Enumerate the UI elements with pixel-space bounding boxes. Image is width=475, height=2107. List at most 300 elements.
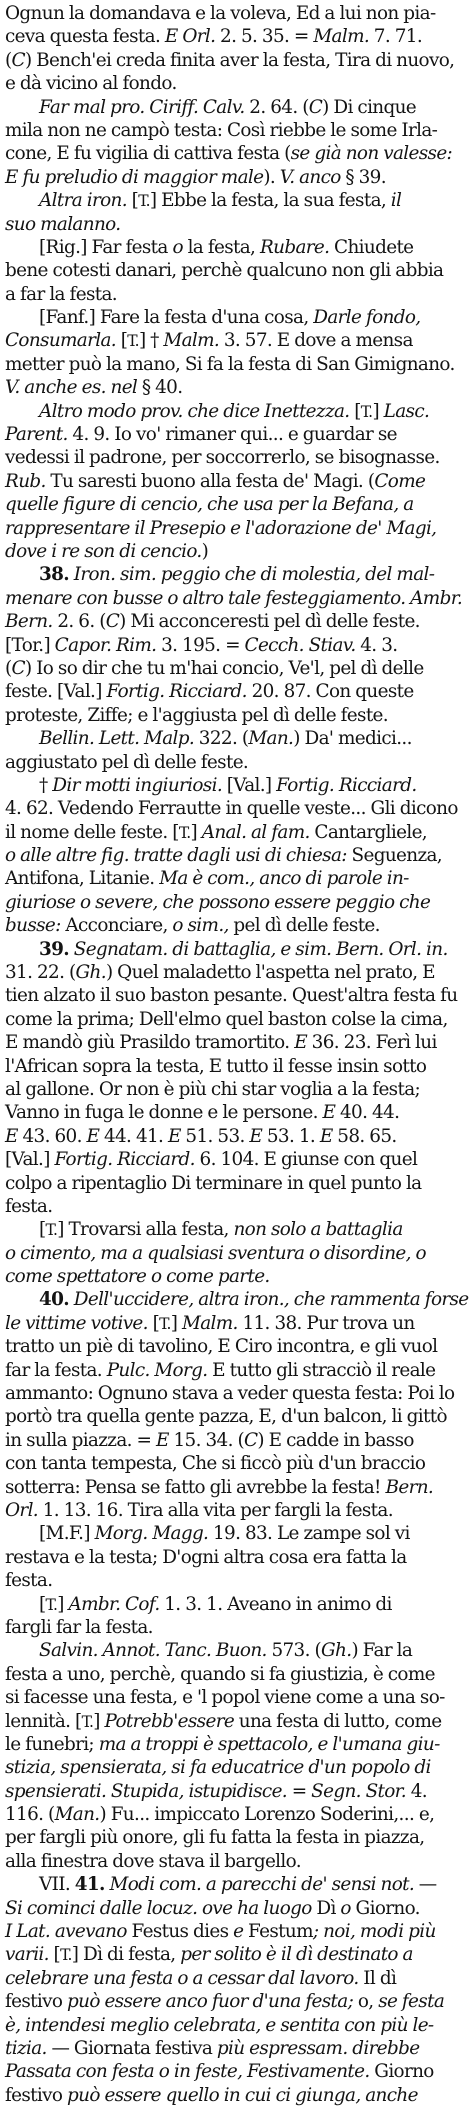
text-line <box>5 1195 470 1218</box>
text-line <box>5 2014 470 2037</box>
text-span: Parent. <box>5 424 68 446</box>
text-line <box>5 259 470 282</box>
text-line <box>5 1031 470 1054</box>
text-line <box>5 1826 470 1849</box>
text-span: feste. [Val.] <box>5 681 107 703</box>
text-span: ) Quel maladetto l'aspetta nel prato, E <box>105 962 435 984</box>
text-line <box>5 1288 470 1311</box>
text-line <box>5 517 470 540</box>
text-line <box>5 1639 470 1662</box>
text-span: V. anche es. nel <box>5 377 138 399</box>
text-span: il nome delle feste. [ <box>5 821 179 843</box>
text-line <box>5 1078 470 1101</box>
text-line <box>5 353 470 376</box>
text-line <box>5 680 470 703</box>
text-span: suo malanno. <box>5 213 121 235</box>
text-span: ) Di cinque <box>322 96 417 118</box>
text-span: 573. ( <box>266 1640 322 1662</box>
text-line <box>5 1429 470 1452</box>
text-span: Malm. <box>313 26 370 48</box>
text-span: celebrare una festa o a cessar dal lavoro. <box>5 1967 359 1989</box>
text-span: può essere anco fuor d'una festa; <box>67 1991 354 2013</box>
text-span: stizia, spensierata, si fa educatrice d'un popolo di <box>5 1757 431 1779</box>
text-line <box>5 727 470 750</box>
text-span: 2. 6. ( <box>52 611 106 633</box>
text-line <box>5 1476 470 1499</box>
text-span: ] <box>93 1710 105 1732</box>
text-span: ] Ebbe la festa, la sua festa, <box>149 190 391 212</box>
text-line <box>5 189 470 212</box>
text-span: 44. 41. <box>99 1125 168 1147</box>
text-span: alla finestra dove stava il bargello. <box>5 1850 301 1872</box>
text-span: metter può la mano, Si fa la festa di San Gimignano. <box>5 353 455 375</box>
text-line <box>5 914 470 937</box>
text-span: o, <box>353 1991 379 2013</box>
text-span: [Fanf.] Fare la festa d'una cosa, <box>39 307 314 329</box>
text-span: bene cotesti danari, perchè qualcuno non gli abbia <box>5 260 444 282</box>
text-span: Pulc. Morg. <box>106 1359 208 1381</box>
text-line <box>5 1335 470 1358</box>
text-span: cone, E fu vigilia di cattiva festa ( <box>5 143 291 165</box>
text-span: per solito è il dì destinato a <box>180 1944 413 1966</box>
text-line <box>5 1522 470 1545</box>
text-span: ) E cadde in basso <box>257 1429 414 1451</box>
text-span: Man. <box>248 728 294 750</box>
text-span: mila non ne campò testa: Così riebbe le some Irla- <box>5 119 438 141</box>
text-line <box>5 1663 470 1686</box>
text-span: aggiustato pel dì delle feste. <box>5 751 249 773</box>
text-span: Passata con festa o in feste, Festivamente. <box>5 2061 370 2083</box>
text-span: far la festa. <box>5 1359 107 1381</box>
text-span: festa a uno, perchè, quando si fa giustizia, è come <box>5 1663 435 1685</box>
text-span: T. <box>360 402 373 421</box>
text-span: 6. 104. E giunse con quel <box>194 1149 418 1171</box>
text-line <box>5 704 470 727</box>
text-span: pel dì delle feste. <box>228 915 380 937</box>
text-span: E <box>167 1125 181 1147</box>
text-line <box>5 96 470 119</box>
text-span: varii. <box>5 1944 49 1966</box>
text-span: C <box>308 96 323 118</box>
text-span: festivo <box>5 2084 68 2106</box>
text-line <box>5 1780 470 1803</box>
text-line <box>5 1616 470 1639</box>
text-span: festivo <box>5 1991 68 2013</box>
text-span: ) <box>201 540 209 562</box>
text-line <box>5 236 470 259</box>
text-span: ) Far la <box>351 1640 413 1662</box>
text-line <box>5 1803 470 1826</box>
text-line <box>5 540 470 563</box>
text-span: si facesse una festa, e 'l popol viene come a una so- <box>5 1687 445 1709</box>
text-span: ma a troppi è spettacolo, e l'umana giu- <box>98 1733 440 1755</box>
text-line <box>5 2037 470 2060</box>
text-span: 4. 3. <box>355 634 398 656</box>
text-span: T. <box>45 1221 58 1240</box>
text-span: Dell'uccidere, altra iron., che rammenta forse <box>73 1289 469 1311</box>
text-line <box>5 1850 470 1873</box>
text-span: [M.F.] <box>39 1523 95 1545</box>
text-span: E Orl. <box>164 26 216 48</box>
text-span: giuriose o severe, che possono essere peggio che <box>5 891 431 913</box>
text-span: Tu saresti buono alla festa de' Magi. ( <box>45 470 375 492</box>
text-line <box>5 1125 470 1148</box>
text-span: come la prima; Dell'elmo quel baston colse la cima, <box>5 1008 448 1030</box>
text-span: 4. 9. Io vo' rimaner qui... e guardar se <box>67 424 397 446</box>
text-span: ) Io so dir che tu m'hai concio, Ve'l, pel dì delle <box>24 657 424 679</box>
text-span: E mandò giù Prasildo tramortito. <box>5 1032 295 1054</box>
text-span: Bern. <box>385 1476 434 1498</box>
text-span: Dì <box>311 1897 341 1919</box>
text-span: 43. 60. <box>17 1125 87 1147</box>
text-span: E fu preludio di maggior male <box>5 166 264 188</box>
text-span: ] <box>372 400 384 422</box>
text-span: 36. 23. Ferì lui <box>306 1032 437 1054</box>
text-span: ] <box>57 1593 69 1615</box>
text-span: E <box>294 1032 307 1054</box>
text-span: [ <box>116 330 128 352</box>
text-span: restava e la testa; D'ogni altra cosa era fatta la <box>5 1546 407 1568</box>
text-line <box>5 1897 470 1920</box>
text-span: Si cominci dalle locuz. ove ha luogo <box>5 1897 312 1919</box>
text-line <box>5 1382 470 1405</box>
text-span: Malm. <box>182 1312 238 1334</box>
text-span: 40. 44. <box>335 1102 400 1124</box>
text-line <box>5 563 470 586</box>
text-span: C <box>105 611 120 633</box>
text-span: fargli far la festa. <box>5 1616 153 1638</box>
text-line <box>5 797 470 820</box>
text-span: Anal. al fam. <box>201 821 310 843</box>
text-span: § 40. <box>137 377 183 399</box>
text-span: quelle figure di cencio, che usa per la Befana, a <box>5 494 414 516</box>
text-span: a far la festa. <box>5 283 117 305</box>
text-span: Rubare. <box>259 236 330 258</box>
text-span: o sim., <box>172 915 229 937</box>
text-span: se festa <box>378 1991 445 2013</box>
text-span: ) Bench'ei creda finita aver la festa, Tira di nuovo, <box>24 49 455 71</box>
text-span: o <box>172 236 183 258</box>
text-span: Gh. <box>321 1640 352 1662</box>
text-span: Festum <box>243 1921 313 1943</box>
text-span: o cimento, ma a qualsiasi sventura o disordine, o <box>5 1242 426 1264</box>
text-line <box>5 2 470 25</box>
text-line <box>5 376 470 399</box>
text-span: ( <box>5 49 12 71</box>
text-line <box>5 283 470 306</box>
text-span: e dà vicino al fondo. <box>5 73 177 95</box>
text-line <box>5 587 470 610</box>
text-span: 20. 87. Con queste <box>246 681 414 703</box>
text-span: Come <box>374 470 426 492</box>
text-span: Acconciare, <box>60 915 173 937</box>
text-span: tien alzato il suo baston pesante. Quest'altra festa fu <box>5 985 458 1007</box>
text-line <box>5 610 470 633</box>
text-span: Vanno in fuga le donne e le persone. <box>5 1102 323 1124</box>
text-span: — <box>414 1874 437 1896</box>
text-line <box>5 1312 470 1335</box>
text-span: Orl. <box>5 1500 38 1521</box>
text-line <box>5 1218 470 1241</box>
text-span: E <box>249 1125 263 1147</box>
text-line <box>5 774 470 797</box>
text-span: T. <box>159 1314 171 1333</box>
text-span: busse: <box>5 915 61 937</box>
text-span: Chiudete <box>329 236 414 258</box>
text-line <box>5 1499 470 1522</box>
text-span: 116. ( <box>5 1804 55 1826</box>
text-span: [Tor.] <box>5 634 55 656</box>
text-span: Morg. Magg. <box>94 1523 209 1545</box>
text-line <box>5 1008 470 1031</box>
text-span: Malm. <box>163 330 220 352</box>
text-line <box>5 657 470 680</box>
text-span: ; noi, modi più <box>312 1921 436 1943</box>
text-span: ] Dì di festa, <box>71 1944 181 1966</box>
text-span: 38. <box>39 564 70 586</box>
text-span: 1. 13. 16. Tira alla vita per fargli la festa. <box>38 1500 393 1521</box>
text-span: E <box>86 1125 100 1147</box>
text-line <box>5 1593 470 1616</box>
text-span: Consumarla. <box>5 330 117 352</box>
text-line <box>5 1546 470 1569</box>
text-line <box>5 891 470 914</box>
text-line <box>5 2060 470 2083</box>
text-line <box>5 306 470 329</box>
text-span: se già non valesse: <box>290 143 453 165</box>
text-span: le vittime votive. <box>5 1312 148 1334</box>
text-span: festa. <box>5 1195 53 1217</box>
text-line <box>5 423 470 446</box>
text-span: T. <box>127 332 139 351</box>
text-line <box>5 984 470 1007</box>
text-span: E tutto gli stracciò il reale <box>207 1359 436 1381</box>
text-span: il <box>390 190 402 212</box>
text-span: E <box>322 1102 336 1124</box>
text-span: Rub. <box>5 470 46 492</box>
text-span: T. <box>178 823 191 842</box>
text-span: Bern. <box>5 611 53 633</box>
text-span: Salvin. Annot. Tanc. Buon. <box>39 1640 267 1662</box>
text-span: [ <box>39 1593 46 1615</box>
text-span: Modi com. a parecchi de' sensi not. <box>109 1874 415 1896</box>
text-span: con tanta tempesta, Che si ficcò più d'un braccio <box>5 1453 426 1475</box>
text-span: per fargli più onore, gli fu fatta la festa in piazza, <box>5 1827 425 1849</box>
text-line <box>5 400 470 423</box>
text-span: Giorno <box>369 2061 434 2083</box>
text-span: § 39. <box>340 166 386 188</box>
text-span: menare con busse o altro tale festeggiamento. Ambr. <box>5 587 463 609</box>
text-line <box>5 1943 470 1966</box>
text-span: Altro modo prov. che dice Inettezza. <box>39 400 350 422</box>
text-span: ceva questa festa. <box>5 26 165 48</box>
text-line <box>5 1990 470 2013</box>
text-span: 2. 64. ( <box>244 96 309 118</box>
text-span: 39. <box>39 938 70 960</box>
text-line <box>5 166 470 189</box>
text-span: lennità. [ <box>5 1710 82 1732</box>
text-line <box>5 1710 470 1733</box>
text-span: 11. 38. Pur trova un <box>237 1312 415 1334</box>
text-span: Altra iron. <box>39 190 127 212</box>
text-span: [Rig.] Far festa <box>39 236 173 258</box>
text-span: T. <box>81 1712 94 1731</box>
text-span: Ambr. Cof. <box>68 1593 160 1615</box>
text-span: Il dì <box>358 1967 397 1989</box>
text-line <box>5 1055 470 1078</box>
text-span: VII. <box>39 1874 75 1896</box>
text-span: E <box>156 1429 169 1451</box>
text-span: come spettatore o come parte. <box>5 1266 270 1288</box>
text-span: T. <box>45 1595 58 1614</box>
text-span: festa. <box>5 1570 53 1592</box>
text-span: 19. 83. Le zampe sol vi <box>208 1523 410 1545</box>
text-span: I Lat. avevano <box>5 1921 127 1943</box>
text-span: sotterra: Pensa se fatto gli avrebbe la festa! <box>5 1476 386 1498</box>
text-span: rappresentare il Presepio e l'adorazione de' Magi, <box>5 517 437 539</box>
text-span: o alle altre fig. tratte dagli usi di chiesa: <box>5 845 347 867</box>
text-line <box>5 938 470 961</box>
text-span: Fortig. Ricciard. <box>106 681 247 703</box>
text-span: 40. <box>39 1289 70 1311</box>
text-line <box>5 119 470 142</box>
text-line <box>5 1452 470 1475</box>
text-span: Bellin. Lett. Malp. <box>39 728 195 750</box>
text-span: 322. ( <box>194 728 249 750</box>
text-span: 4. <box>406 1780 427 1802</box>
text-line <box>5 1405 470 1428</box>
text-span: T. <box>60 1946 72 1965</box>
text-span: Fortig. Ricciard. <box>54 1149 195 1171</box>
text-line <box>5 49 470 72</box>
text-span: Capor. Rim. <box>54 634 157 656</box>
text-line <box>5 1569 470 1592</box>
text-span: 15. 34. ( <box>168 1429 244 1451</box>
text-line <box>5 142 470 165</box>
text-span: la festa, <box>182 236 260 258</box>
text-span: 1. 3. 1. Aveano in animo di <box>159 1593 392 1615</box>
text-span: C <box>11 657 25 679</box>
text-span: — Giornata festiva <box>46 2037 217 2059</box>
text-line <box>5 867 470 890</box>
text-span: e <box>233 1921 244 1943</box>
text-span: Iron. sim. peggio che di molestia, del mal- <box>73 564 435 586</box>
text-span: Ma è com., anco di parole in- <box>159 868 409 890</box>
text-span: Giorno. <box>350 1897 420 1919</box>
text-line <box>5 493 470 516</box>
text-line <box>5 844 470 867</box>
text-line <box>5 961 470 984</box>
text-line <box>5 1733 470 1756</box>
text-span: E <box>319 1125 333 1147</box>
text-span: Cantargliele, <box>309 821 428 843</box>
text-line <box>5 634 470 657</box>
text-span: [Val.] <box>222 774 277 796</box>
text-span: o <box>340 1897 351 1919</box>
text-span: una festa di lutto, come <box>234 1710 442 1732</box>
text-line <box>5 213 470 236</box>
text-span: più espressam. direbbe <box>216 2037 420 2059</box>
text-span: tizia. <box>5 2037 47 2059</box>
text-line <box>5 72 470 95</box>
text-span: [ <box>126 190 139 212</box>
text-span: le funebri; <box>5 1733 99 1755</box>
text-span: dove i re son di cencio. <box>5 540 202 562</box>
text-span: Man. <box>54 1804 100 1826</box>
text-span: [Val.] <box>5 1149 55 1171</box>
text-line <box>5 1101 470 1124</box>
text-span: 3. 195. = <box>156 634 245 656</box>
text-span: † <box>39 774 53 796</box>
text-span: 4. 62. Vedendo Ferrautte in quelle veste... Gli dicono <box>5 798 458 820</box>
text-span: non solo a battaglia <box>233 1219 403 1241</box>
text-line <box>5 751 470 774</box>
text-span: [ <box>39 1219 46 1241</box>
text-span: ] <box>170 1312 183 1334</box>
text-span: Antifona, Litanie. <box>5 868 160 890</box>
text-span: Darle fondo, <box>313 307 421 329</box>
text-span: ] † <box>138 330 164 352</box>
text-span: proteste, Ziffe; e l'aggiusta pel dì delle feste. <box>5 704 388 726</box>
text-line <box>5 470 470 493</box>
text-span: [ <box>147 1312 160 1334</box>
text-line <box>5 1172 470 1195</box>
text-span: 7. 71. <box>369 26 423 48</box>
text-line <box>5 1756 470 1779</box>
text-span: in sulla piazza. = <box>5 1429 156 1451</box>
text-line <box>5 1265 470 1288</box>
text-line <box>5 821 470 844</box>
text-line <box>5 1873 470 1896</box>
text-span: spensierati. Stupida, istupidisce. <box>5 1780 288 1802</box>
text-span: ( <box>5 657 12 679</box>
text-span: Gh. <box>75 962 106 984</box>
text-span: ] Trovarsi alla festa, <box>57 1219 234 1241</box>
text-line <box>5 1359 470 1382</box>
text-line <box>5 25 470 48</box>
text-span: l'African sopra la testa, E tutto il fesse insin sotto <box>5 1055 427 1077</box>
text-span: 3. 57. E dove a mensa <box>219 330 413 352</box>
text-span: può essere quello in cui ci giunga, anche <box>67 2084 418 2106</box>
text-line <box>5 1920 470 1943</box>
text-span: al gallone. Or non è più chi star voglia a la festa; <box>5 1078 421 1100</box>
text-span: 51. 53. <box>180 1125 250 1147</box>
text-span: [ <box>48 1944 61 1966</box>
text-span: = <box>287 1780 312 1802</box>
text-span: 31. 22. ( <box>5 962 76 984</box>
text-span: Fortig. Ricciard. <box>276 774 417 796</box>
text-span: Dir motti ingiuriosi. <box>52 774 223 796</box>
text-span: Lasc. <box>383 400 430 422</box>
text-span: V. anco <box>279 166 341 188</box>
text-span: E <box>5 1125 18 1147</box>
text-span: Potrebb'essere <box>104 1710 235 1732</box>
text-span: C <box>11 49 25 71</box>
text-span: C <box>244 1429 258 1451</box>
text-line <box>5 446 470 469</box>
text-span: vedessi il padrone, per soccorrerlo, se bisognasse. <box>5 447 440 469</box>
text-line <box>5 1686 470 1709</box>
text-span: ) Fu... impiccato Lorenzo Soderini,... e, <box>99 1804 435 1826</box>
text-span: ammanto: Ognuno stava a veder questa festa: Poi lo <box>5 1383 455 1405</box>
text-span: 53. 1. <box>262 1125 320 1147</box>
text-span: Far mal pro. Ciriff. Calv. <box>39 96 245 118</box>
text-span: portò tra quella gente pazza, E, d'un balcon, li gittò <box>5 1406 447 1428</box>
text-span: ) Mi acconceresti pel dì delle feste. <box>119 611 420 633</box>
text-span: [ <box>349 400 361 422</box>
text-line <box>5 1967 470 1990</box>
text-line <box>5 1148 470 1171</box>
